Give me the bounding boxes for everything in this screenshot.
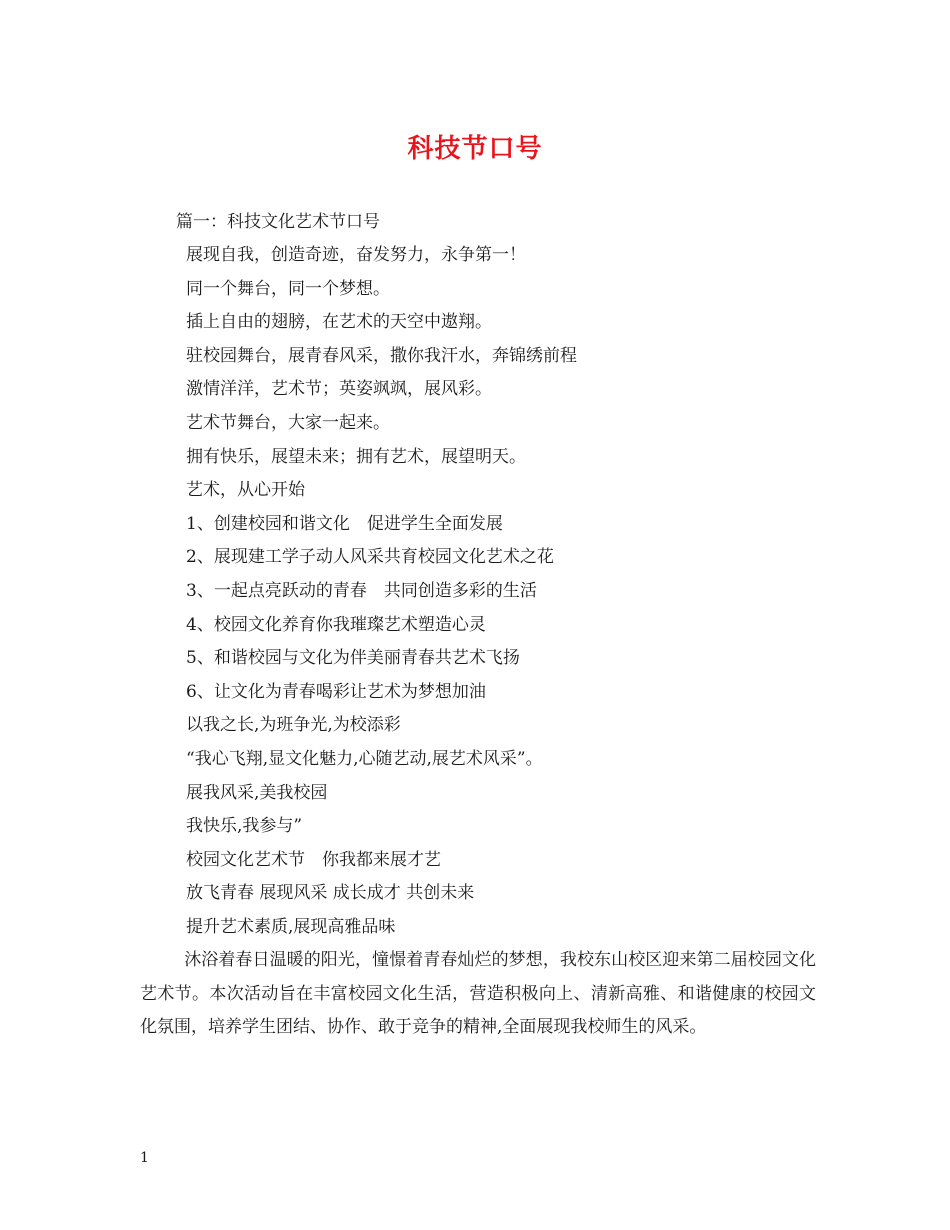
body-paragraph: 沐浴着春日温暖的阳光，憧憬着青春灿烂的梦想，我校东山校区迎来第二届校园文化艺术节。本次活动旨在丰富校园文化生活，营造积极向上、清新高雅、和谐健康的校园文化氛围，培养学生团结、协作、敢于竞争的精神,全面展现我校师生的风采。: [140, 950, 816, 1038]
section-heading: 篇一：科技文化艺术节口号: [176, 212, 380, 232]
slogan-line: 校园文化艺术节 你我都来展才艺: [186, 849, 441, 870]
slogan-line: 3、一起点亮跃动的青春 共同创造多彩的生活: [186, 581, 537, 601]
slogan-line: 插上自由的翅膀，在艺术的天空中遨翔。: [186, 312, 492, 333]
slogan-line: 4、校园文化养育你我璀璨艺术塑造心灵: [186, 614, 486, 635]
slogan-line: 艺术节舞台，大家一起来。: [186, 413, 390, 433]
slogan-line: 激情洋洋，艺术节；英姿飒飒，展风彩。: [186, 379, 492, 400]
slogan-line: 2、展现建工学子动人风采共育校园文化艺术之花: [186, 547, 554, 568]
slogan-line: 驻校园舞台，展青春风采，撒你我汗水，奔锦绣前程: [186, 345, 577, 366]
slogan-line: 同一个舞台，同一个梦想。: [186, 278, 390, 299]
slogan-line: 展现自我，创造奇迹，奋发努力，永争第一！: [186, 245, 526, 265]
page-number: 1: [140, 1150, 149, 1166]
slogan-line: 提升艺术素质,展现高雅品味: [186, 917, 396, 937]
slogan-line: 以我之长,为班争光,为校添彩: [186, 715, 401, 736]
slogan-line: 艺术，从心开始: [186, 480, 305, 501]
document-title: 科技节口号: [407, 134, 543, 164]
slogan-line: 我快乐,我参与”: [186, 816, 303, 837]
slogan-line: 拥有快乐，展望未来；拥有艺术，展望明天。: [186, 446, 526, 467]
slogan-line: 放飞青春 展现风采 成长成才 共创未来: [186, 883, 475, 904]
slogan-line: 5、和谐校园与文化为伴美丽青春共艺术飞扬: [186, 648, 520, 669]
slogan-line: “我心飞翔,显文化魅力,心随艺动,展艺术风采”。: [186, 749, 543, 769]
slogan-line: 展我风采,美我校园: [186, 782, 328, 803]
slogan-line: 6、让文化为青春喝彩让艺术为梦想加油: [186, 681, 486, 702]
slogan-line: 1、创建校园和谐文化 促进学生全面发展: [186, 513, 503, 534]
